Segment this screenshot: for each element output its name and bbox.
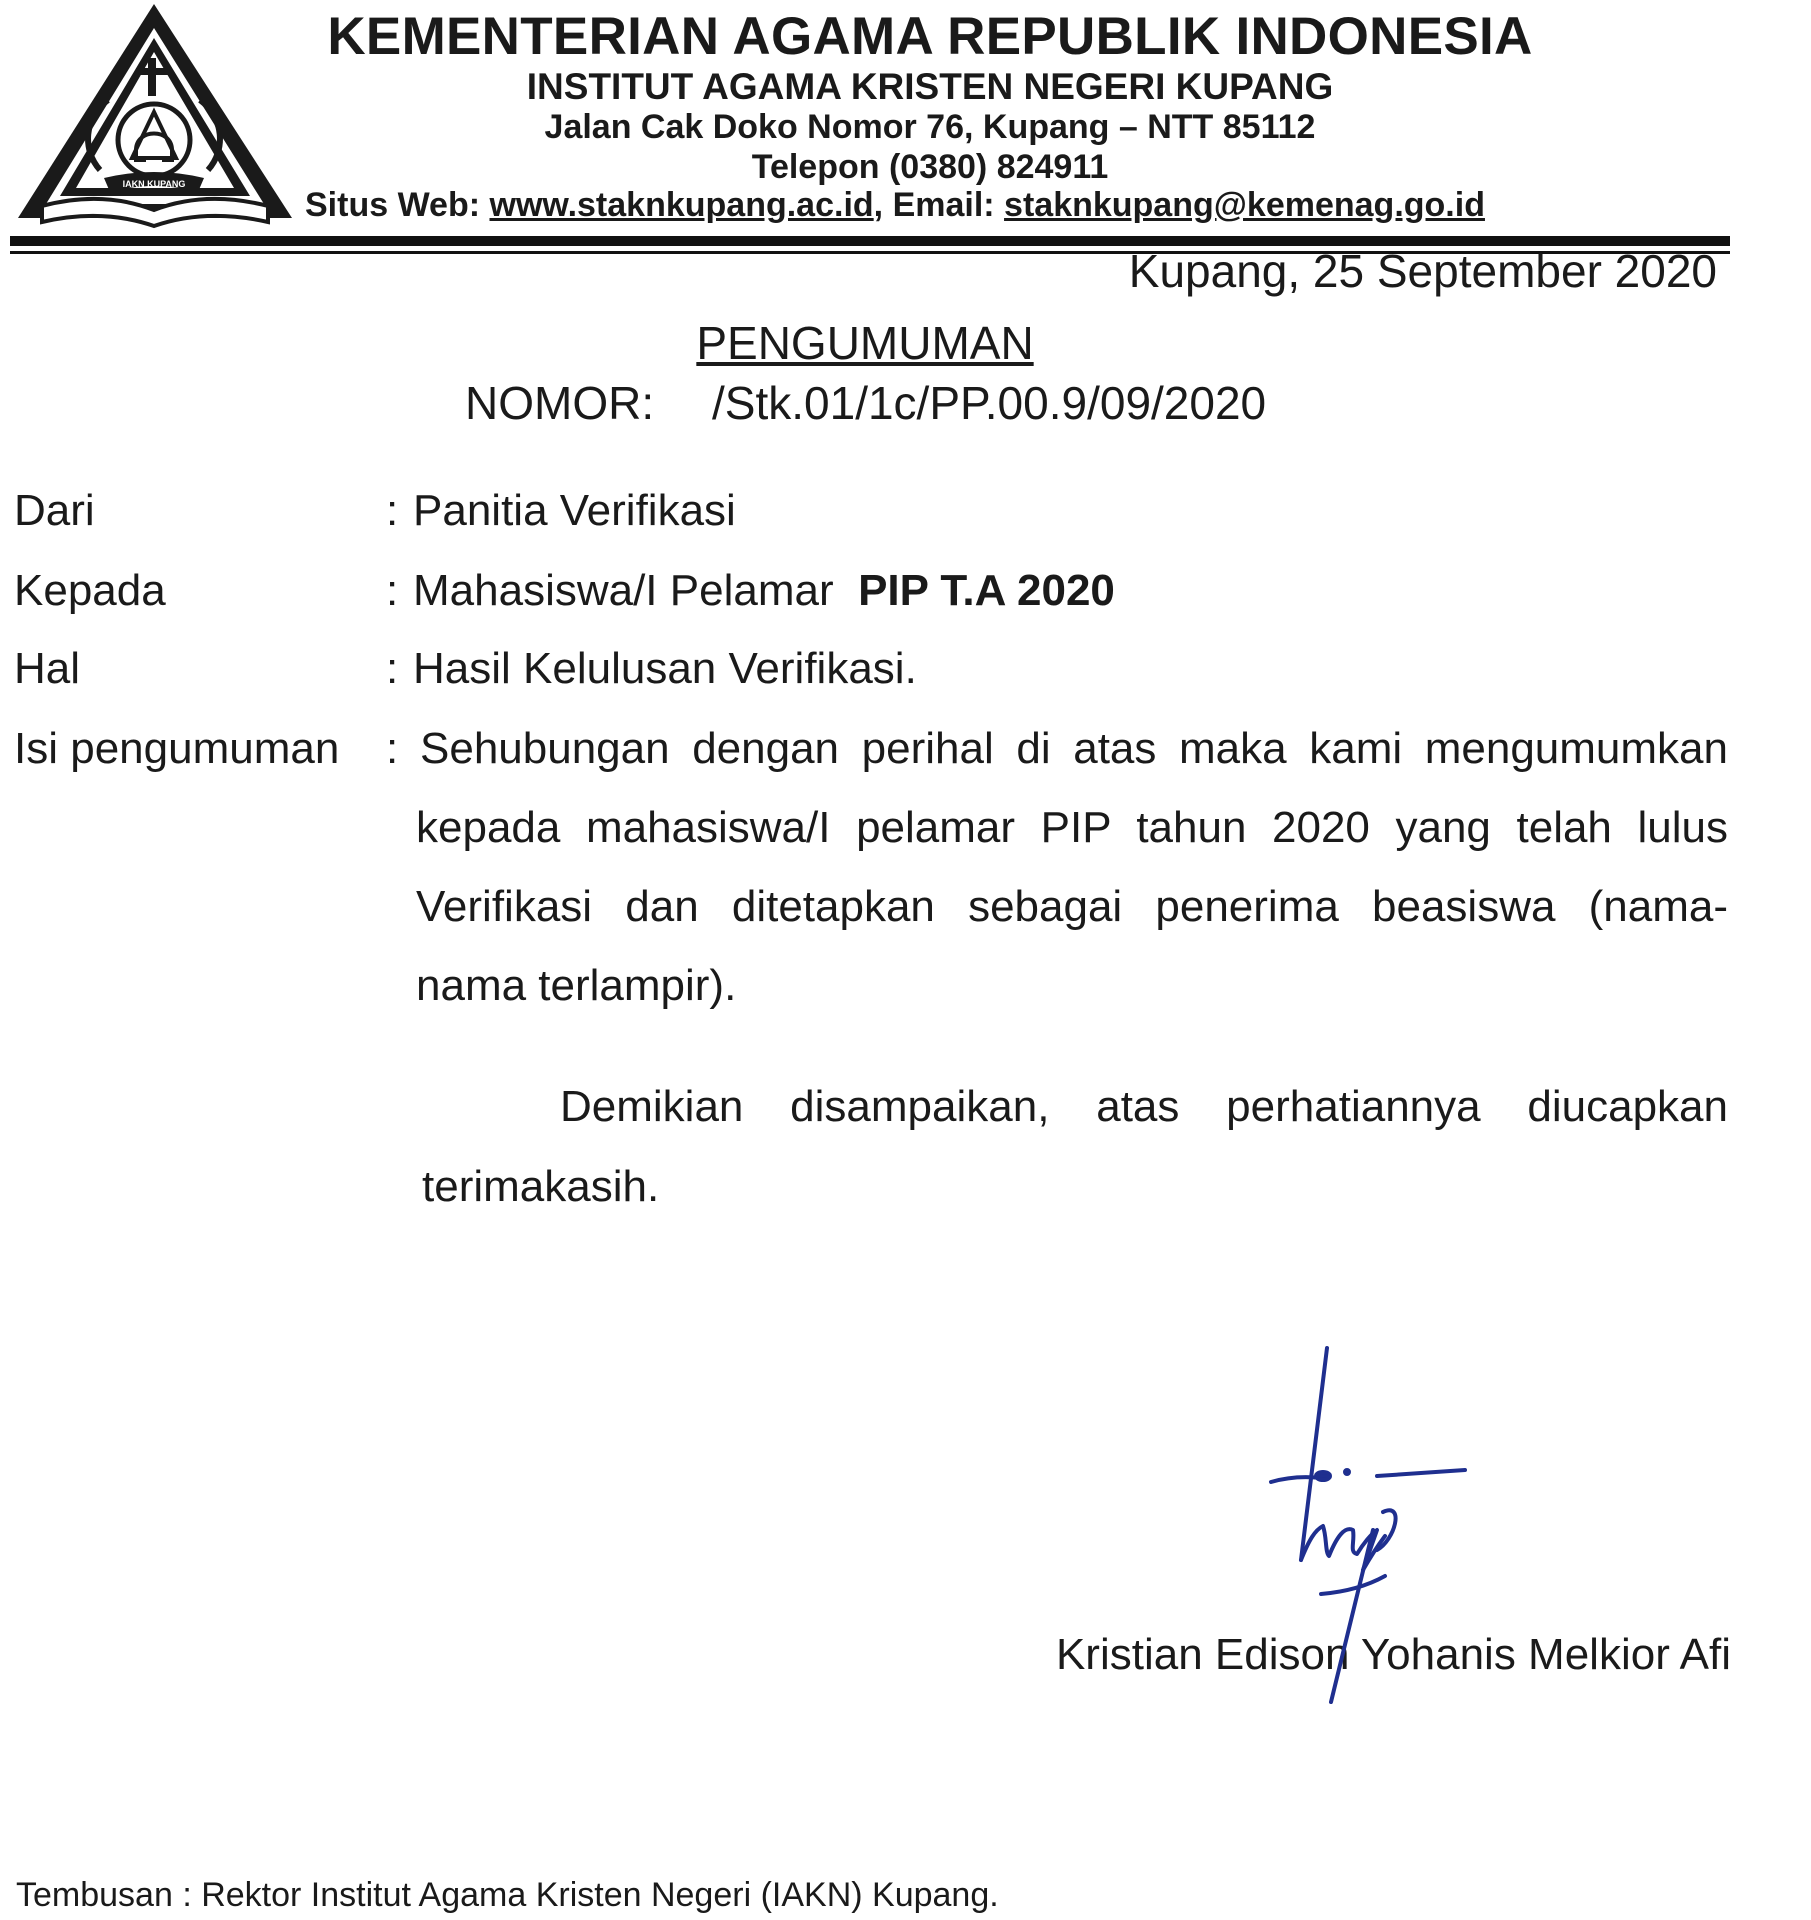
email-label: , Email:	[873, 186, 1005, 224]
logo-banner-text: IAKN KUPANG	[122, 179, 186, 189]
contact-line	[305, 186, 1485, 225]
announcement-title-wrap	[0, 316, 1730, 370]
closing-line-2: terimakasih.	[422, 1162, 660, 1211]
institute-logo	[12, 0, 297, 238]
to-value: Mahasiswa/I Pelamar	[413, 566, 834, 615]
handwritten-signature	[1245, 1330, 1535, 1710]
announcement-title: PENGUMUMAN	[696, 317, 1034, 369]
web-label: Situs Web:	[305, 186, 490, 224]
from-value: Panitia Verifikasi	[413, 486, 736, 535]
email-link[interactable]: staknkupang@kemenag.go.id	[1004, 186, 1485, 224]
from-label: Dari	[14, 486, 95, 535]
institute-name: INSTITUT AGAMA KRISTEN NEGERI KUPANG	[526, 66, 1334, 107]
to-colon: :	[386, 566, 399, 615]
subject-label: Hal	[14, 644, 81, 693]
content-line-1: Sehubungan dengan perihal di atas maka kami mengumumkan	[420, 724, 1728, 773]
subject-value: Hasil Kelulusan Verifikasi.	[413, 644, 917, 693]
closing-line-1: Demikian disampaikan, atas perhatiannya diucapkan	[560, 1082, 1728, 1131]
from-colon: :	[386, 486, 399, 535]
institute-address: Jalan Cak Doko Nomor 76, Kupang – NTT 85112	[544, 108, 1316, 146]
letter-date: Kupang, 25 September 2020	[1128, 245, 1717, 297]
number-label: NOMOR:	[465, 377, 655, 429]
signer-name: Kristian Edison Yohanis Melkior Afi	[1055, 1630, 1731, 1679]
number-value: /Stk.01/1c/PP.00.9/09/2020	[712, 377, 1267, 429]
content-label: Isi pengumuman	[14, 724, 340, 773]
carbon-copy: Tembusan : Rektor Institut Agama Kristen Negeri (IAKN) Kupang.	[16, 1876, 999, 1914]
content-line-2: kepada mahasiswa/I pelamar PIP tahun 2020 yang telah lulus	[416, 803, 1728, 852]
content-line-3: Verifikasi dan ditetapkan sebagai penerima beasiswa (nama-	[416, 882, 1728, 931]
to-label: Kepada	[14, 566, 166, 615]
content-line-4: nama terlampir).	[416, 961, 737, 1010]
content-colon: :	[386, 724, 399, 773]
ministry-name: KEMENTERIAN AGAMA REPUBLIK INDONESIA	[327, 7, 1533, 66]
website-link[interactable]: www.staknkupang.ac.id	[489, 186, 874, 224]
institute-phone: Telepon (0380) 824911	[751, 148, 1109, 186]
to-value-wrap	[413, 566, 1115, 616]
to-value-program: PIP T.A 2020	[858, 566, 1115, 615]
subject-colon: :	[386, 644, 399, 693]
